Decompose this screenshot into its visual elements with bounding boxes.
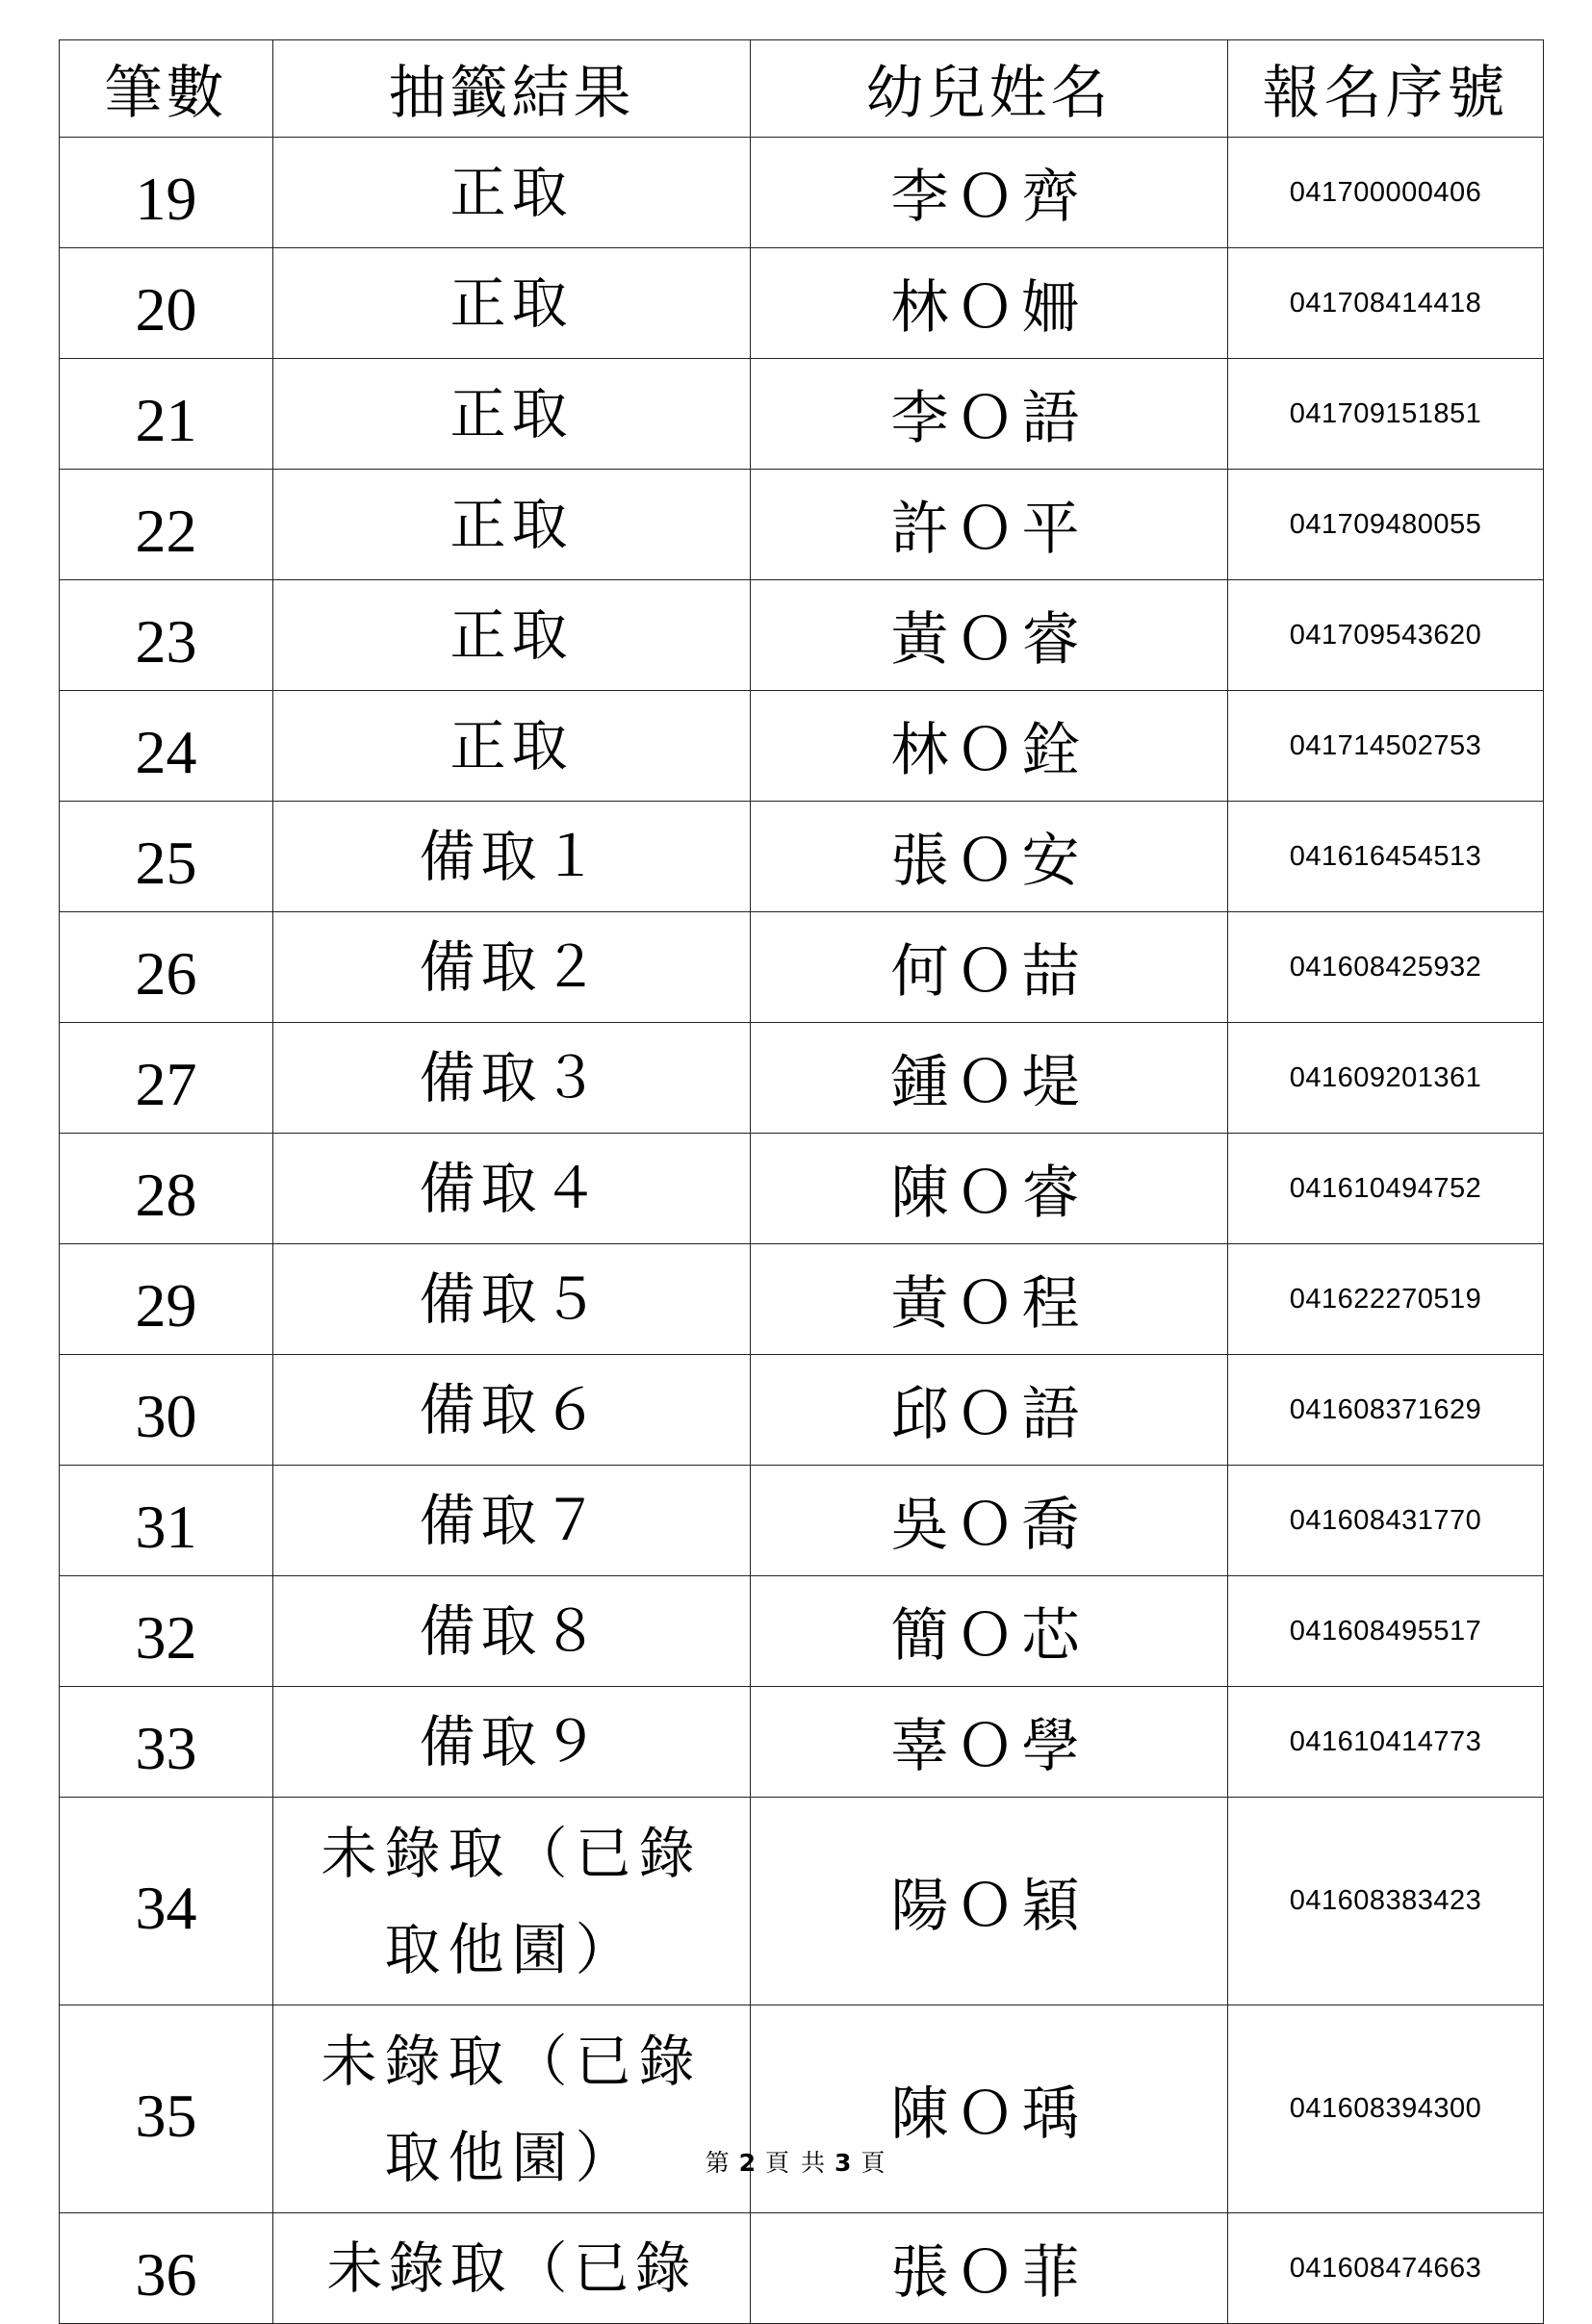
row-index: 30 bbox=[60, 1355, 273, 1466]
row-index: 21 bbox=[60, 359, 273, 470]
row-index: 20 bbox=[60, 248, 273, 359]
row-serial: 041709480055 bbox=[1228, 470, 1544, 580]
row-result: 正取 bbox=[449, 381, 574, 447]
row-result-cell bbox=[273, 1023, 751, 1134]
row-index: 27 bbox=[60, 1023, 273, 1134]
row-index: 28 bbox=[60, 1134, 273, 1244]
row-serial: 041608371629 bbox=[1228, 1355, 1544, 1466]
table-row bbox=[60, 1244, 1544, 1355]
row-serial: 041608495517 bbox=[1228, 1576, 1544, 1687]
row-child-name: 黃Ｏ睿 bbox=[751, 580, 1228, 691]
row-serial: 041714502753 bbox=[1228, 691, 1544, 802]
row-result: 正取 bbox=[449, 713, 574, 779]
row-serial: 041608394300 bbox=[1228, 2005, 1544, 2213]
page-footer bbox=[0, 2144, 1592, 2179]
footer-prefix: 第 bbox=[705, 2149, 732, 2177]
table-header-row bbox=[60, 40, 1544, 138]
row-serial: 041708414418 bbox=[1228, 248, 1544, 359]
row-index: 31 bbox=[60, 1466, 273, 1576]
row-result: 正取 bbox=[449, 160, 574, 225]
row-result-cell bbox=[273, 912, 751, 1023]
row-child-name: 張Ｏ安 bbox=[751, 802, 1228, 912]
row-result-cell bbox=[273, 1355, 751, 1466]
row-result: 正取 bbox=[449, 492, 574, 557]
row-result: 備取６ bbox=[419, 1377, 604, 1443]
table-row bbox=[60, 138, 1544, 248]
row-index: 32 bbox=[60, 1576, 273, 1687]
row-result: 正取 bbox=[449, 602, 574, 668]
row-index: 29 bbox=[60, 1244, 273, 1355]
row-child-name: 陽Ｏ穎 bbox=[751, 1798, 1228, 2005]
row-result-cell bbox=[273, 359, 751, 470]
row-index: 22 bbox=[60, 470, 273, 580]
row-child-name: 張Ｏ菲 bbox=[751, 2213, 1228, 2324]
row-serial: 041622270519 bbox=[1228, 1244, 1544, 1355]
row-result-cell bbox=[273, 580, 751, 691]
row-child-name: 黃Ｏ程 bbox=[751, 1244, 1228, 1355]
row-serial: 041609201361 bbox=[1228, 1023, 1544, 1134]
row-result-cell bbox=[273, 2213, 751, 2324]
row-index: 19 bbox=[60, 138, 273, 248]
row-child-name: 辜Ｏ學 bbox=[751, 1687, 1228, 1798]
row-index: 23 bbox=[60, 580, 273, 691]
row-index: 36 bbox=[60, 2213, 273, 2324]
row-child-name: 何Ｏ喆 bbox=[751, 912, 1228, 1023]
row-result-cell bbox=[273, 138, 751, 248]
row-child-name: 林Ｏ姍 bbox=[751, 248, 1228, 359]
table-row bbox=[60, 2213, 1544, 2324]
row-result: 正取 bbox=[449, 270, 574, 336]
table-row bbox=[60, 1355, 1544, 1466]
row-result-cell bbox=[273, 1244, 751, 1355]
row-index: 25 bbox=[60, 802, 273, 912]
row-result-cell bbox=[273, 1798, 751, 2005]
row-result-cell bbox=[273, 691, 751, 802]
table-row bbox=[60, 1576, 1544, 1687]
row-index: 33 bbox=[60, 1687, 273, 1798]
row-child-name: 鍾Ｏ堤 bbox=[751, 1023, 1228, 1134]
header-result: 抽籤結果 bbox=[273, 40, 751, 138]
row-result: 備取３ bbox=[419, 1045, 604, 1111]
lottery-results-table bbox=[59, 39, 1544, 2324]
table-row bbox=[60, 1798, 1544, 2005]
row-index: 35 bbox=[60, 2005, 273, 2213]
row-result-cell bbox=[273, 248, 751, 359]
row-child-name: 吳Ｏ喬 bbox=[751, 1466, 1228, 1576]
row-serial: 041608431770 bbox=[1228, 1466, 1544, 1576]
table-row bbox=[60, 470, 1544, 580]
row-child-name: 簡Ｏ芯 bbox=[751, 1576, 1228, 1687]
row-serial: 041608425932 bbox=[1228, 912, 1544, 1023]
row-result: 備取４ bbox=[419, 1156, 604, 1221]
row-result-cell bbox=[273, 2005, 751, 2213]
table-row bbox=[60, 1466, 1544, 1576]
row-serial: 041709543620 bbox=[1228, 580, 1544, 691]
table-row bbox=[60, 1023, 1544, 1134]
row-index: 26 bbox=[60, 912, 273, 1023]
table-row bbox=[60, 691, 1544, 802]
row-serial: 041608474663 bbox=[1228, 2213, 1544, 2324]
row-child-name: 許Ｏ平 bbox=[751, 470, 1228, 580]
row-result-cell bbox=[273, 1687, 751, 1798]
footer-mid: 頁 共 bbox=[765, 2149, 827, 2177]
row-serial: 041709151851 bbox=[1228, 359, 1544, 470]
row-index: 24 bbox=[60, 691, 273, 802]
row-child-name: 邱Ｏ語 bbox=[751, 1355, 1228, 1466]
row-serial: 041616454513 bbox=[1228, 802, 1544, 912]
table-row bbox=[60, 802, 1544, 912]
row-serial: 041610494752 bbox=[1228, 1134, 1544, 1244]
header-child-name: 幼兒姓名 bbox=[751, 40, 1228, 138]
footer-suffix: 頁 bbox=[860, 2149, 887, 2177]
row-child-name: 陳Ｏ睿 bbox=[751, 1134, 1228, 1244]
table-row bbox=[60, 1134, 1544, 1244]
table-row bbox=[60, 2005, 1544, 2213]
footer-page-number: 2 bbox=[738, 2149, 758, 2177]
row-child-name: 陳Ｏ瑀 bbox=[751, 2005, 1228, 2213]
row-result-cell bbox=[273, 470, 751, 580]
row-result-cell bbox=[273, 1134, 751, 1244]
row-result: 未錄取（已錄 bbox=[326, 2235, 697, 2301]
header-serial: 報名序號 bbox=[1228, 40, 1544, 138]
table-row bbox=[60, 248, 1544, 359]
row-result: 未錄取（已錄取他園） bbox=[321, 2028, 703, 2190]
row-child-name: 李Ｏ語 bbox=[751, 359, 1228, 470]
row-serial: 041608383423 bbox=[1228, 1798, 1544, 2005]
row-index: 34 bbox=[60, 1798, 273, 2005]
row-result: 未錄取（已錄取他園） bbox=[321, 1820, 703, 1982]
row-serial: 041700000406 bbox=[1228, 138, 1544, 248]
row-result-cell bbox=[273, 1466, 751, 1576]
row-result: 備取９ bbox=[419, 1709, 604, 1775]
header-index: 筆數 bbox=[60, 40, 273, 138]
footer-total-pages: 3 bbox=[834, 2149, 854, 2177]
table-row bbox=[60, 912, 1544, 1023]
row-result: 備取１ bbox=[419, 824, 604, 889]
row-result: 備取５ bbox=[419, 1266, 604, 1332]
table-row bbox=[60, 580, 1544, 691]
row-result-cell bbox=[273, 802, 751, 912]
row-result: 備取８ bbox=[419, 1598, 604, 1664]
table-row bbox=[60, 359, 1544, 470]
row-serial: 041610414773 bbox=[1228, 1687, 1544, 1798]
row-result: 備取７ bbox=[419, 1488, 604, 1553]
row-child-name: 李Ｏ齊 bbox=[751, 138, 1228, 248]
row-child-name: 林Ｏ銓 bbox=[751, 691, 1228, 802]
table-row bbox=[60, 1687, 1544, 1798]
row-result-cell bbox=[273, 1576, 751, 1687]
row-result: 備取２ bbox=[419, 934, 604, 1000]
